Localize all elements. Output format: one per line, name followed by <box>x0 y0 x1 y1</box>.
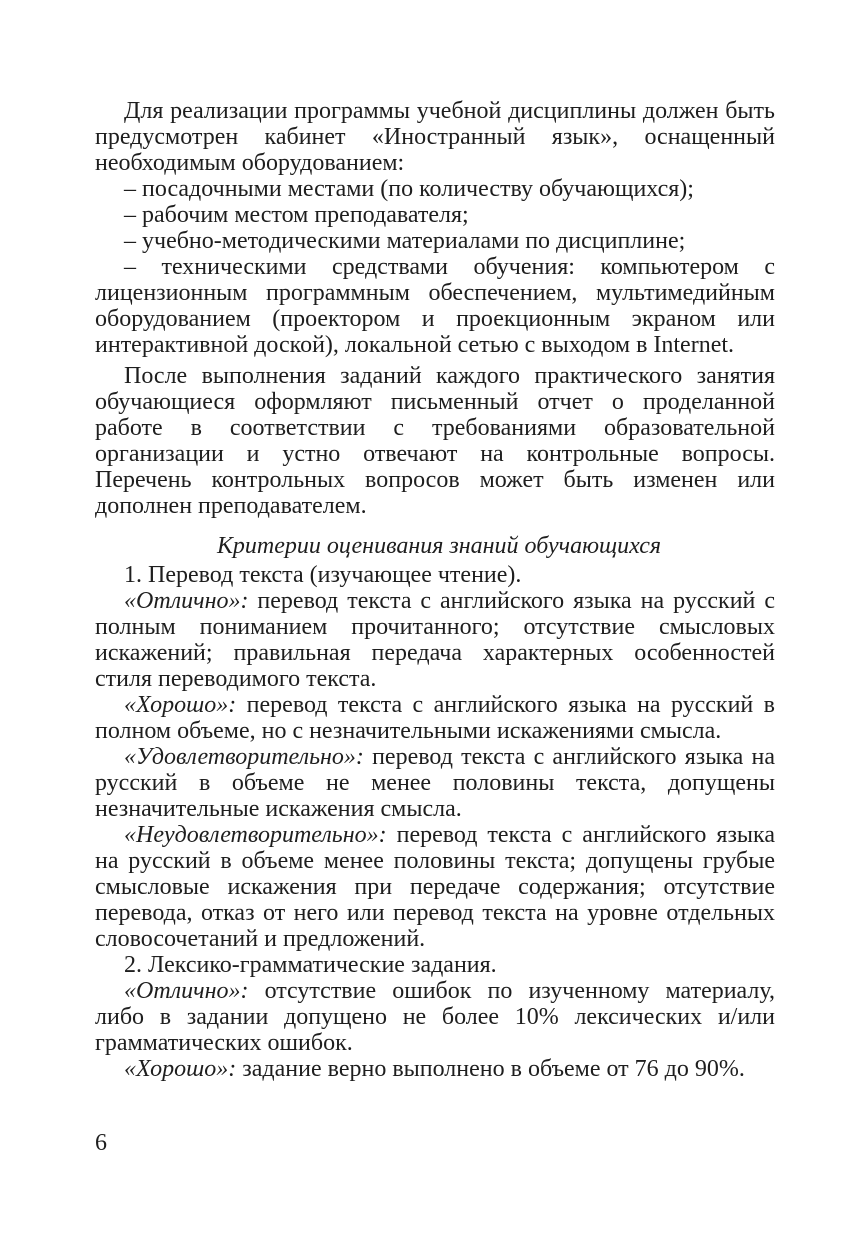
equipment-item: – рабочим местом преподавателя; <box>124 202 469 228</box>
grade-paragraph <box>95 692 775 744</box>
equipment-item: – учебно-методическими материалами по дисциплине; <box>124 228 686 254</box>
grade-text: перевод текста с английского языка на русский в объеме не менее половины текста, допущены незначительные искажения смысла. <box>95 744 775 822</box>
grade-text: перевод текста с английского языка на русский с полным пониманием прочитанного; отсутствие смысловых искажений; правильная передача характерных особенностей стиля переводимого текста. <box>95 588 775 692</box>
grade-paragraph <box>95 744 775 822</box>
grade-text: задание верно выполнено в объеме от 76 до 90%. <box>236 1056 745 1082</box>
grade-text: отсутствие ошибок по изученному материалу, либо в задании допущено не более 10% лексических и/или грамматических ошибок. <box>95 978 775 1056</box>
grade-label: «Удовлетворительно»: <box>124 744 364 770</box>
intro-paragraph: Для реализации программы учебной дисциплины должен быть предусмотрен кабинет «Иностранный язык», оснащенный необходимым оборудованием: <box>95 98 775 176</box>
equipment-item: – посадочными местами (по количеству обучающихся); <box>124 176 694 202</box>
grade-label: «Отлично»: <box>124 588 249 614</box>
grade-label: «Хорошо»: <box>124 1056 237 1082</box>
grade-label: «Неудовлетворительно»: <box>124 822 387 848</box>
grade-label: «Хорошо»: <box>124 692 237 718</box>
equipment-item: – техническими средствами обучения: компьютером с лицензионным программным обеспечением, мультимедийным оборудованием (проектором и проекционным экраном или интерактивной доской), локальной сетью с выходом в Internet. <box>95 254 775 358</box>
grade-paragraph <box>95 1056 775 1082</box>
grade-paragraph <box>95 822 775 952</box>
grade-text: перевод текста с английского языка на русский в объеме менее половины текста; допущены грубые смысловые искажения при передаче содержания; отсутствие перевода, отказ от него или перевод текста на уровне отдельных словосочетаний и предложений. <box>95 822 775 952</box>
report-paragraph: После выполнения заданий каждого практического занятия обучающиеся оформляют письменный отчет о проделанной работе в соответствии с требованиями образовательной организации и устно отвечают на контрольные вопросы. Перечень контрольных вопросов может быть изменен или дополнен преподавателем. <box>95 363 775 519</box>
grade-paragraph <box>95 978 775 1056</box>
section-title: 1. Перевод текста (изучающее чтение). <box>124 562 522 588</box>
grade-label: «Отлично»: <box>124 978 249 1004</box>
page-number: 6 <box>95 1130 107 1156</box>
grade-text: перевод текста с английского языка на русский в полном объеме, но с незначительными искажениями смысла. <box>95 692 775 744</box>
page-body <box>95 98 775 1082</box>
grade-paragraph <box>95 588 775 692</box>
criteria-heading: Критерии оценивания знаний обучающихся <box>216 533 661 559</box>
section-title: 2. Лексико-грамматические задания. <box>124 952 497 978</box>
